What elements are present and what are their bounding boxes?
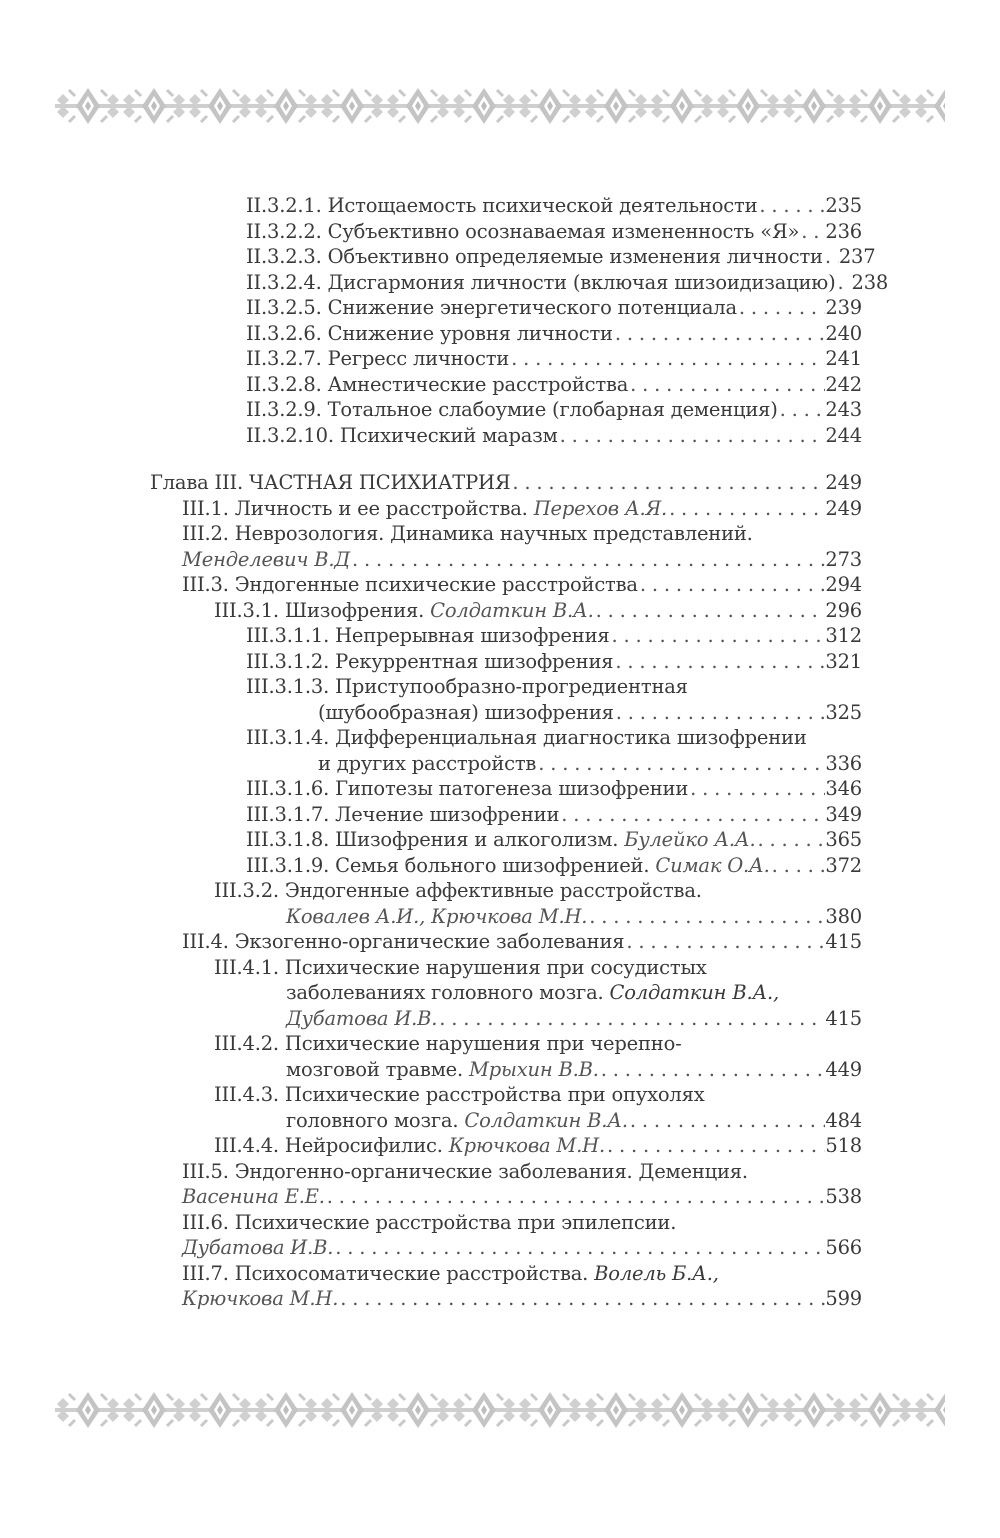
toc-leader-dots	[510, 470, 825, 496]
toc-page-number: 235	[825, 194, 862, 217]
toc-entry-title: III.3.1.1. Непрерывная шизофрения	[246, 624, 610, 647]
toc-leader-dots	[628, 372, 825, 398]
toc-entry-line: III.4.3. Психические расстройства при опухолях	[214, 1083, 705, 1106]
toc-entry	[150, 193, 862, 219]
toc-entry-line: III.3.2. Эндогенные аффективные расстройства.	[214, 879, 702, 902]
toc-leader-dots	[509, 346, 825, 372]
toc-leader-dots	[437, 1006, 825, 1032]
toc-entry	[150, 1133, 862, 1159]
toc-page-number: 599	[825, 1287, 862, 1310]
toc-page-number: 294	[825, 573, 862, 596]
toc-entry-title: III.3.1. Шизофрения. Солдаткин В.А.	[214, 598, 594, 622]
toc-entry	[150, 776, 862, 802]
toc-entry-title	[182, 1184, 325, 1210]
toc-page-number: 243	[825, 398, 862, 421]
toc-page-number: 241	[825, 347, 862, 370]
toc-entry	[150, 853, 862, 879]
toc-page-number: 415	[825, 930, 862, 953]
toc-leader-dots	[770, 853, 826, 879]
toc-entry-line: III.7. Психосоматические расстройства. Волель Б.А.,	[182, 1261, 719, 1285]
toc-page-number: 518	[825, 1134, 862, 1157]
toc-page-number: 372	[825, 853, 862, 877]
toc-entry-title	[182, 1286, 338, 1312]
toc-entry-author: Симак О.А.	[655, 853, 770, 877]
toc-page-number: 484	[825, 1108, 862, 1132]
toc-entry-title: II.3.2.6. Снижение уровня личности	[246, 321, 613, 345]
table-of-contents	[150, 193, 889, 1312]
toc-entry-title: II.3.2.1. Истощаемость психической деятельности	[246, 194, 758, 217]
toc-entry	[150, 521, 862, 572]
toc-entry	[150, 1261, 862, 1312]
toc-page-number: 449	[825, 1057, 862, 1081]
toc-entry-title: Глава III. ЧАСТНАЯ ПСИХИАТРИЯ	[150, 471, 511, 494]
toc-page-number: 380	[825, 904, 862, 928]
toc-leader-dots	[614, 700, 826, 726]
toc-leader-dots	[755, 827, 825, 853]
toc-leader-dots	[613, 649, 825, 675]
toc-page-number: 349	[825, 802, 862, 826]
toc-entry	[150, 321, 862, 347]
toc-entry-title: II.3.2.5. Снижение энергетического потенциала	[246, 296, 737, 319]
toc-page-number: 321	[825, 649, 862, 673]
toc-entry-title: II.3.2.10. Психический маразм	[246, 423, 558, 447]
toc-entry	[150, 346, 862, 372]
toc-leader-dots	[628, 1108, 826, 1134]
toc-entry-author: Солдаткин В.А.	[464, 1108, 628, 1132]
toc-leader-dots	[350, 547, 825, 573]
toc-entry-title: мозговой травме. Мрыхин В.В.	[286, 1057, 599, 1081]
toc-page-number: 365	[825, 828, 862, 851]
toc-leader-dots	[599, 1057, 826, 1083]
toc-entry	[150, 572, 862, 598]
toc-entry-author: Ковалев А.И., Крючкова М.Н.	[286, 904, 588, 928]
toc-entry	[150, 244, 876, 270]
toc-entry-line: III.3.1.4. Дифференциальная диагностика шизофрении	[246, 726, 807, 749]
toc-entry-title: III.3. Эндогенные психические расстройства	[182, 573, 638, 596]
toc-entry-title: III.3.1.8. Шизофрения и алкоголизм. Булейко А.А.	[246, 828, 756, 851]
toc-entry-line: III.3.1.3. Приступообразно-прогредиентная	[246, 675, 688, 698]
toc-page-number: 249	[825, 496, 862, 520]
toc-entry-title: III.1. Личность и ее расстройства. Перехов А.Я.	[182, 496, 668, 520]
toc-entry	[150, 929, 862, 955]
toc-leader-dots	[609, 623, 825, 649]
toc-entry-author: Мрыхин В.В.	[469, 1057, 599, 1081]
toc-entry-author: Крючкова М.Н.	[448, 1134, 605, 1157]
toc-page-number: 244	[825, 423, 862, 447]
toc-entry-title: III.4. Экзогенно-органические заболевания	[182, 930, 625, 953]
toc-entry-title	[182, 547, 350, 573]
toc-entry-title	[286, 904, 587, 930]
toc-leader-dots	[757, 193, 825, 219]
toc-leader-dots	[587, 904, 825, 930]
toc-leader-dots	[638, 572, 826, 598]
toc-entry	[150, 878, 862, 929]
toc-leader-dots	[667, 496, 825, 522]
toc-page-number: 242	[825, 372, 862, 396]
toc-leader-dots	[558, 423, 826, 449]
toc-leader-dots	[799, 219, 825, 245]
toc-entry-line: III.5. Эндогенно-органические заболевания. Деменция.	[182, 1159, 748, 1183]
toc-entry-line: III.4.2. Психические нарушения при черепно-	[214, 1032, 682, 1055]
toc-entry-title: II.3.2.7. Регресс личности	[246, 347, 510, 370]
toc-page-number: 239	[825, 296, 862, 319]
toc-page-number: 237	[838, 245, 876, 268]
toc-entry	[150, 1082, 862, 1133]
toc-entry-author: Дубатова И.В.	[286, 1006, 438, 1030]
toc-entry	[150, 295, 862, 321]
toc-page-number: 238	[851, 270, 889, 294]
toc-entry	[150, 802, 862, 828]
toc-entry	[150, 372, 862, 398]
toc-entry-author: Дубатова И.В.	[182, 1236, 334, 1259]
toc-entry-author: Булейко А.А.	[624, 828, 756, 851]
toc-entry-author: Менделевич В.Д	[182, 547, 351, 571]
toc-entry-author: Крючкова М.Н.	[182, 1287, 339, 1310]
toc-entry	[150, 219, 862, 245]
toc-entry	[150, 397, 862, 423]
toc-entry	[150, 649, 862, 675]
toc-entry	[150, 1210, 862, 1261]
toc-entry-line: заболеваниях головного мозга. Солдаткин В.А.,	[286, 981, 780, 1004]
toc-leader-dots	[338, 1286, 825, 1312]
toc-entry-title	[182, 1235, 333, 1261]
toc-entry-author: Солдаткин В.А.	[430, 598, 594, 622]
toc-entry-title: II.3.2.2. Субъективно осознаваемая измененность «Я»	[246, 219, 800, 243]
toc-page-number: 249	[825, 471, 862, 494]
toc-leader-dots	[605, 1133, 825, 1159]
toc-leader-dots	[624, 929, 825, 955]
toc-entry	[150, 496, 862, 522]
toc-entry-title: головного мозга. Солдаткин В.А.	[286, 1108, 628, 1132]
toc-entry	[150, 1031, 862, 1082]
toc-entry	[150, 270, 889, 296]
toc-entry-line: III.6. Психические расстройства при эпилепсии.	[182, 1210, 677, 1234]
toc-entry-author: Васенина Е.Е.	[182, 1185, 325, 1208]
toc-leader-dots	[835, 270, 851, 296]
toc-entry	[150, 598, 862, 624]
toc-page-number: 336	[825, 751, 862, 775]
toc-leader-dots	[333, 1235, 825, 1261]
toc-leader-dots	[536, 751, 825, 777]
toc-page-number: 566	[825, 1236, 862, 1259]
toc-entry	[150, 623, 862, 649]
toc-entry-title: II.3.2.9. Тотальное слабоумие (глобарная деменция)	[246, 398, 778, 421]
toc-leader-dots	[737, 295, 825, 321]
toc-entry-title: III.3.1.2. Рекуррентная шизофрения	[246, 649, 614, 673]
toc-leader-dots	[778, 397, 826, 423]
toc-entry	[150, 827, 862, 853]
toc-entry-title	[286, 1006, 437, 1032]
toc-entry-title: III.3.1.7. Лечение шизофрении	[246, 802, 560, 826]
toc-entry	[150, 725, 862, 776]
toc-leader-dots	[823, 244, 839, 270]
toc-entry-author: Перехов А.Я.	[533, 496, 668, 520]
toc-entry-line: III.4.1. Психические нарушения при сосудистых	[214, 955, 707, 979]
toc-page-number: 346	[825, 777, 862, 800]
toc-entry-title: II.3.2.3. Объективно определяемые изменения личности	[246, 245, 823, 268]
toc-page-number: 415	[825, 1006, 862, 1030]
toc-page-number: 296	[825, 598, 862, 622]
decorative-ornament-bottom	[55, 1388, 945, 1432]
toc-entry-title: II.3.2.8. Амнестические расстройства	[246, 372, 629, 396]
toc-entry	[150, 674, 862, 725]
toc-entry-title: III.4.4. Нейросифилис. Крючкова М.Н.	[214, 1134, 605, 1157]
toc-page-number: 325	[825, 700, 862, 724]
decorative-ornament-top	[55, 84, 945, 128]
toc-entry	[150, 470, 862, 496]
toc-leader-dots	[325, 1184, 826, 1210]
toc-page-number: 312	[825, 624, 862, 647]
toc-page-number: 273	[825, 547, 862, 571]
toc-entry-line: III.2. Неврозология. Динамика научных представлений.	[182, 522, 753, 545]
toc-entry-title: (шубообразная) шизофрения	[318, 700, 614, 724]
toc-entry	[150, 423, 862, 449]
toc-entry-title: III.3.1.9. Семья больного шизофренией. Симак О.А.	[246, 853, 770, 877]
toc-page-number: 240	[825, 321, 862, 345]
toc-leader-dots	[594, 598, 826, 624]
toc-leader-dots	[613, 321, 826, 347]
toc-entry-title: II.3.2.4. Дисгармония личности (включая шизоидизацию)	[246, 270, 836, 294]
toc-page-number: 236	[825, 219, 862, 243]
toc-entry	[150, 1159, 862, 1210]
toc-page-number: 538	[825, 1185, 862, 1208]
toc-entry	[150, 955, 862, 1032]
toc-leader-dots	[559, 802, 825, 828]
toc-entry-title: и других расстройств	[318, 751, 537, 775]
toc-entry-title: III.3.1.6. Гипотезы патогенеза шизофрении	[246, 777, 689, 800]
toc-leader-dots	[688, 776, 825, 802]
